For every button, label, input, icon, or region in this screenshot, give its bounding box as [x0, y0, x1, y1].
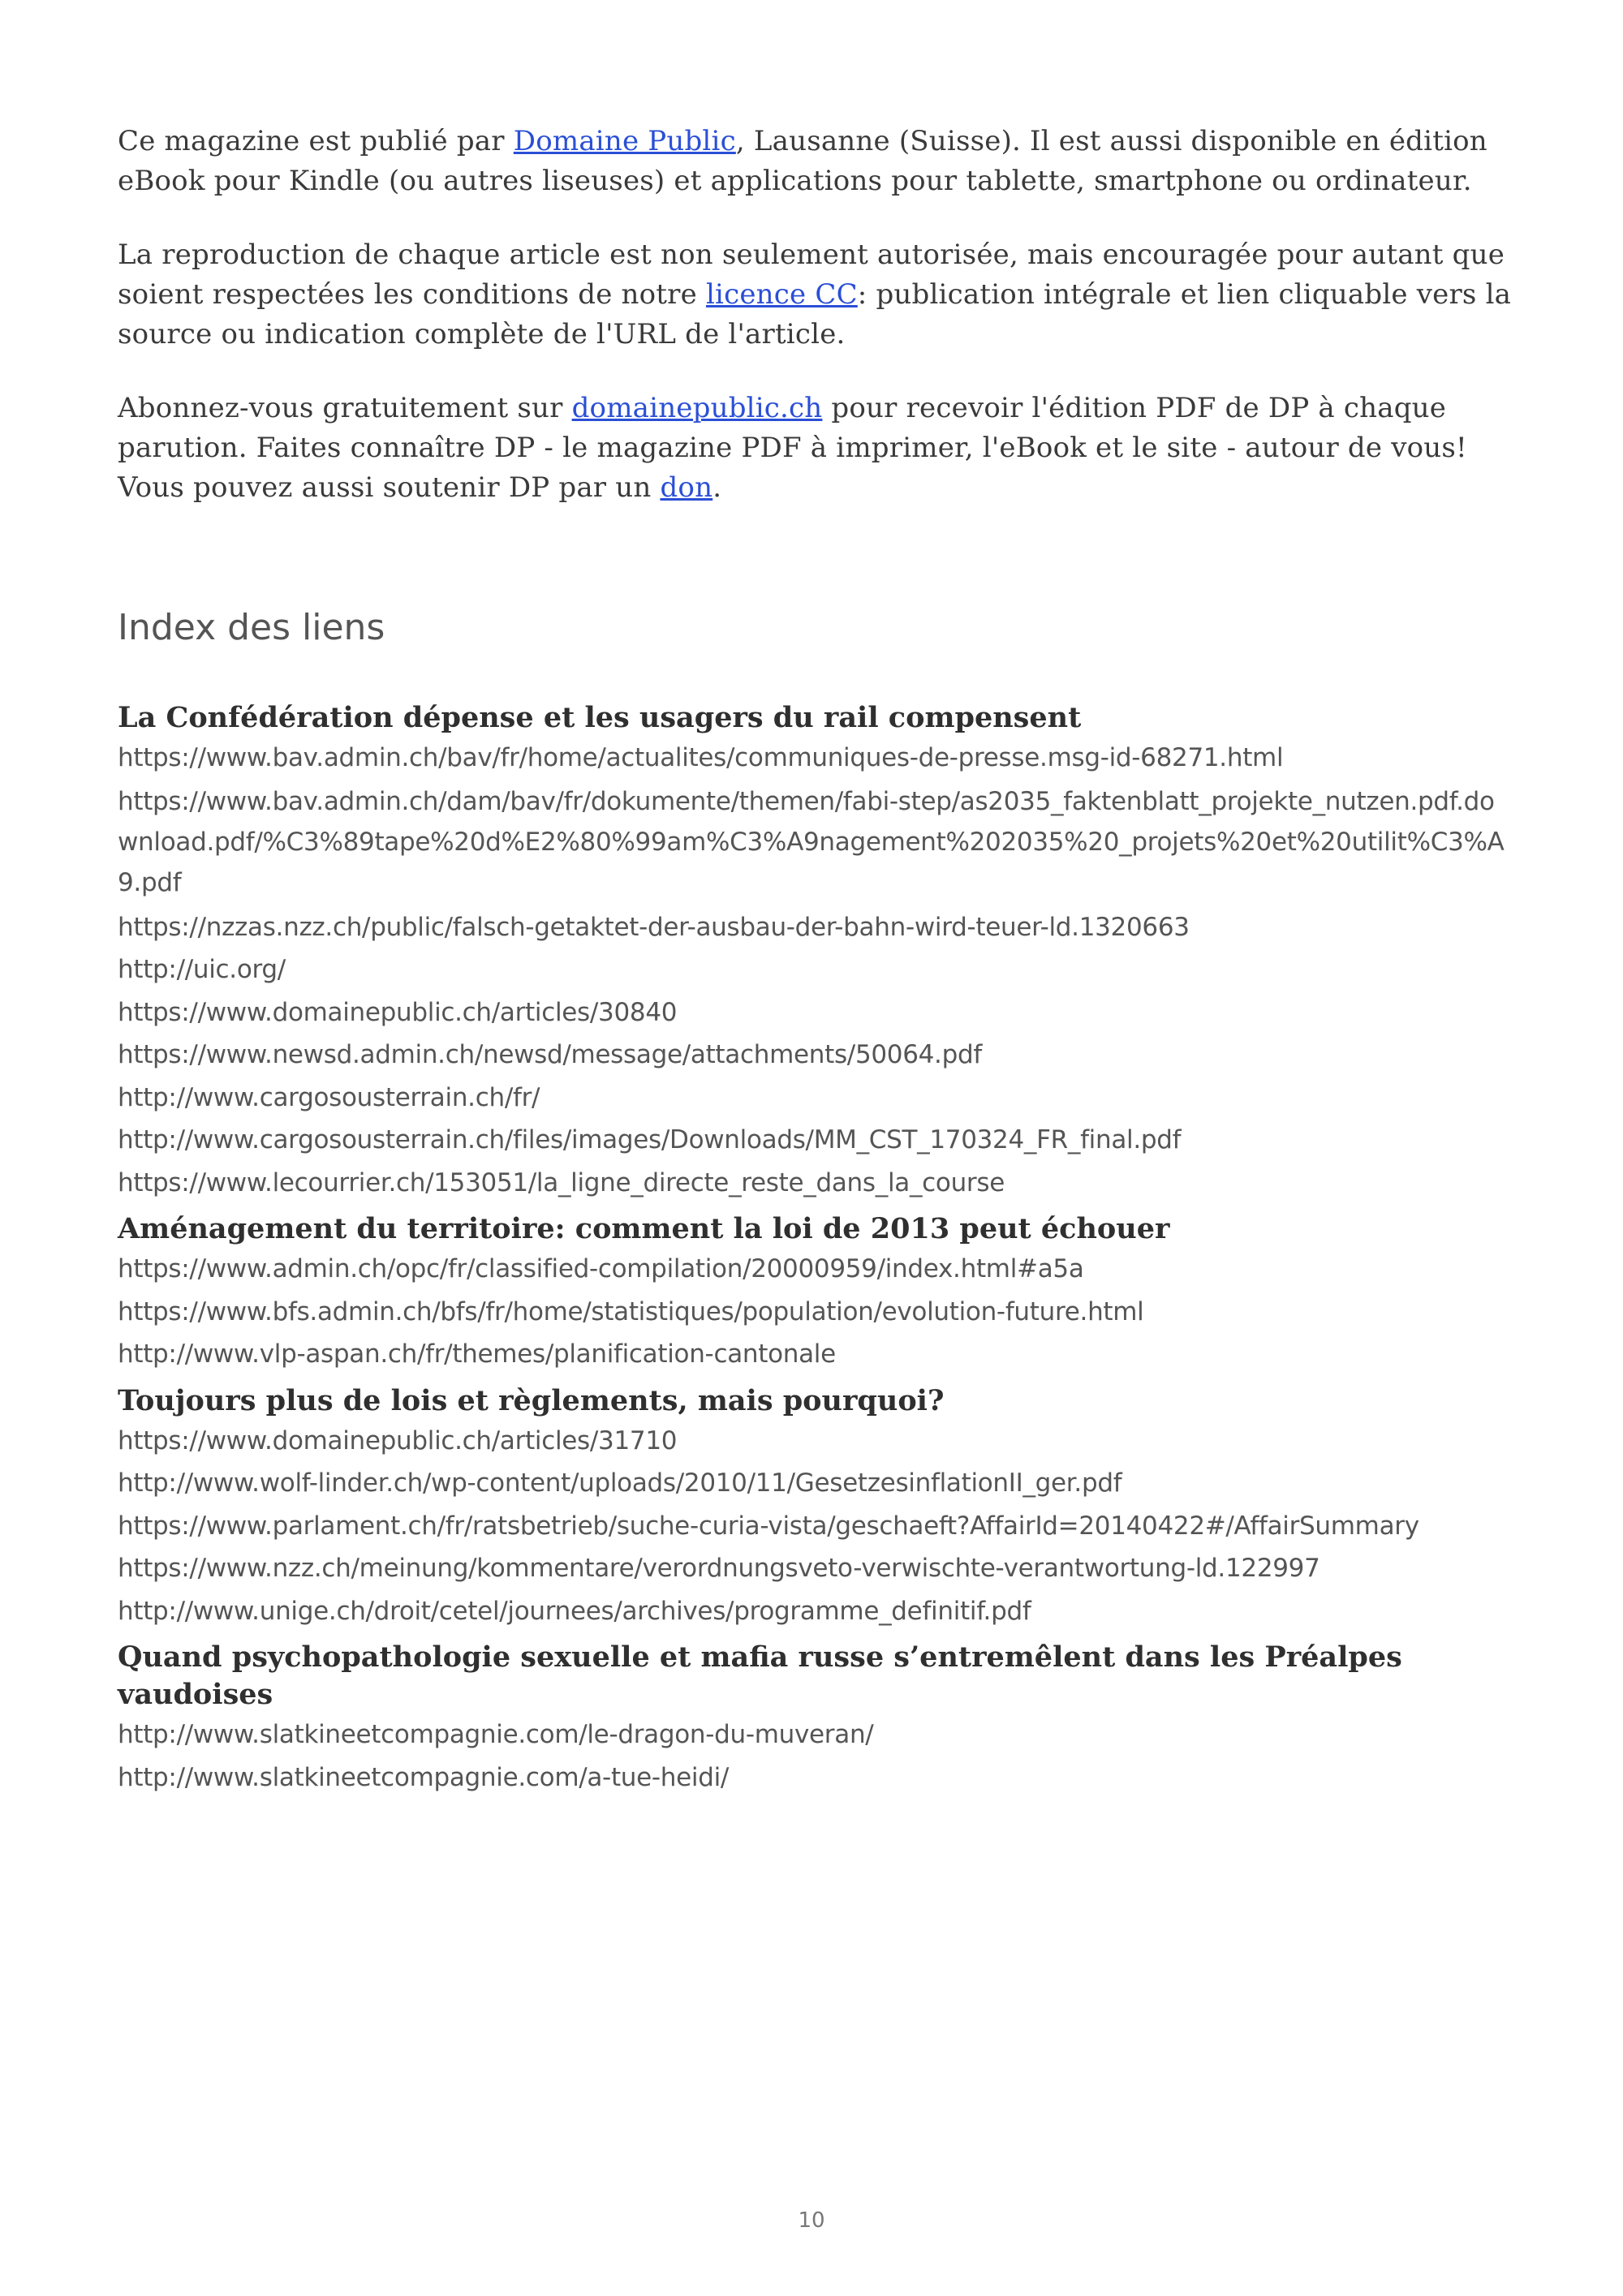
- publisher-paragraph: [118, 122, 1513, 201]
- link-index: [118, 693, 1513, 1799]
- subscribe-text-before: Abonnez-vous gratuitement sur: [118, 392, 572, 424]
- subscribe-text-after: .: [712, 471, 722, 504]
- url-item[interactable]: https://www.lecourrier.ch/153051/la_ligne_directe_reste_dans_la_course: [118, 1167, 1005, 1197]
- url-item[interactable]: https://www.domainepublic.ch/articles/31710: [118, 1425, 678, 1455]
- url-item[interactable]: https://www.nzz.ch/meinung/kommentare/verordnungsveto-verwischte-verantwortung-ld.122997: [118, 1554, 1320, 1583]
- url-item[interactable]: http://www.wolf-linder.ch/wp-content/uploads/2010/11/GesetzesinflationII_ger.pdf: [118, 1468, 1122, 1498]
- don-link[interactable]: don: [660, 471, 713, 504]
- license-text-after: : publication intégrale et lien cliquable vers la source ou indication complète de l'URL de l'article.: [118, 278, 1512, 350]
- url-item[interactable]: http://www.slatkineetcompagnie.com/le-dragon-du-muveran/: [118, 1720, 874, 1749]
- url-item[interactable]: https://www.admin.ch/opc/fr/classified-compilation/20000959/index.html#a5a: [118, 1254, 1084, 1283]
- group-title: Quand psychopathologie sexuelle et mafia russe s’entremêlent dans les Préalpes vaudoises: [118, 1640, 1402, 1711]
- url-item[interactable]: https://www.domainepublic.ch/articles/30840: [118, 997, 678, 1027]
- url-item[interactable]: https://www.newsd.admin.ch/newsd/message/attachments/50064.pdf: [118, 1040, 982, 1069]
- url-list: [118, 737, 1513, 1204]
- url-item[interactable]: https://www.bav.admin.ch/bav/fr/home/actualites/communiques-de-presse.msg-id-68271.html: [118, 743, 1284, 772]
- url-item[interactable]: http://uic.org/: [118, 955, 286, 984]
- licence-cc-link[interactable]: licence CC: [705, 278, 858, 311]
- publisher-text-before: Ce magazine est publié par: [118, 125, 514, 157]
- license-text-before: La reproduction de chaque article est non seulement autorisée, mais encouragée pour autant que soient respectées les conditions de notre: [118, 239, 1505, 311]
- link-group: [118, 1204, 1513, 1376]
- url-item[interactable]: https://nzzas.nzz.ch/public/falsch-getaktet-der-ausbau-der-bahn-wird-teuer-ld.1320663: [118, 912, 1190, 942]
- url-list: [118, 1713, 1513, 1799]
- url-list: [118, 1248, 1513, 1376]
- subscribe-paragraph: [118, 389, 1513, 508]
- url-item[interactable]: https://www.bav.admin.ch/dam/bav/fr/dokumente/themen/fabi-step/as2035_faktenblatt_projekte_nutzen.pdf.download.pdf/%C3%89tape%20d%E2%80%99am%C3%A9nagement%202035%20_projets%20et%20utilit%C3%A9.pdf: [118, 786, 1505, 897]
- url-item[interactable]: http://www.cargosousterrain.ch/files/images/Downloads/MM_CST_170324_FR_final.pdf: [118, 1125, 1182, 1154]
- url-item[interactable]: https://www.parlament.ch/fr/ratsbetrieb/suche-curia-vista/geschaeft?AffairId=20140422#/AffairSummary: [118, 1511, 1419, 1541]
- link-group: [118, 1376, 1513, 1633]
- license-paragraph: [118, 235, 1513, 355]
- group-title: Toujours plus de lois et règlements, mais pourquoi?: [118, 1383, 945, 1417]
- link-group: [118, 693, 1513, 1204]
- group-title: Aménagement du territoire: comment la loi de 2013 peut échouer: [118, 1212, 1170, 1245]
- subscribe-text-middle: pour recevoir l'édition PDF de DP à chaque parution. Faites connaître DP - le magazine PDF à imprimer, l'eBook et le site - autour de vous! Vous pouvez aussi soutenir DP par un: [118, 392, 1467, 504]
- url-item[interactable]: http://www.unige.ch/droit/cetel/journees/archives/programme_definitif.pdf: [118, 1596, 1031, 1626]
- url-item[interactable]: http://www.vlp-aspan.ch/fr/themes/planification-cantonale: [118, 1339, 836, 1369]
- link-group: [118, 1632, 1513, 1799]
- document-page: [118, 122, 1513, 1799]
- page-number: 10: [798, 2208, 825, 2233]
- domaine-public-link[interactable]: Domaine Public: [513, 125, 736, 157]
- domainepublic-link[interactable]: domainepublic.ch: [571, 392, 823, 424]
- index-title: Index des liens: [118, 607, 385, 648]
- publisher-text-after: , Lausanne (Suisse). Il est aussi disponible en édition eBook pour Kindle (ou autres liseuses) et applications pour tablette, smartphone ou ordinateur.: [118, 125, 1487, 197]
- url-item[interactable]: http://www.slatkineetcompagnie.com/a-tue-heidi/: [118, 1762, 730, 1792]
- url-list: [118, 1420, 1513, 1633]
- group-title: La Confédération dépense et les usagers du rail compensent: [118, 701, 1082, 734]
- url-item[interactable]: http://www.cargosousterrain.ch/fr/: [118, 1082, 540, 1112]
- url-item[interactable]: https://www.bfs.admin.ch/bfs/fr/home/statistiques/population/evolution-future.html: [118, 1296, 1144, 1326]
